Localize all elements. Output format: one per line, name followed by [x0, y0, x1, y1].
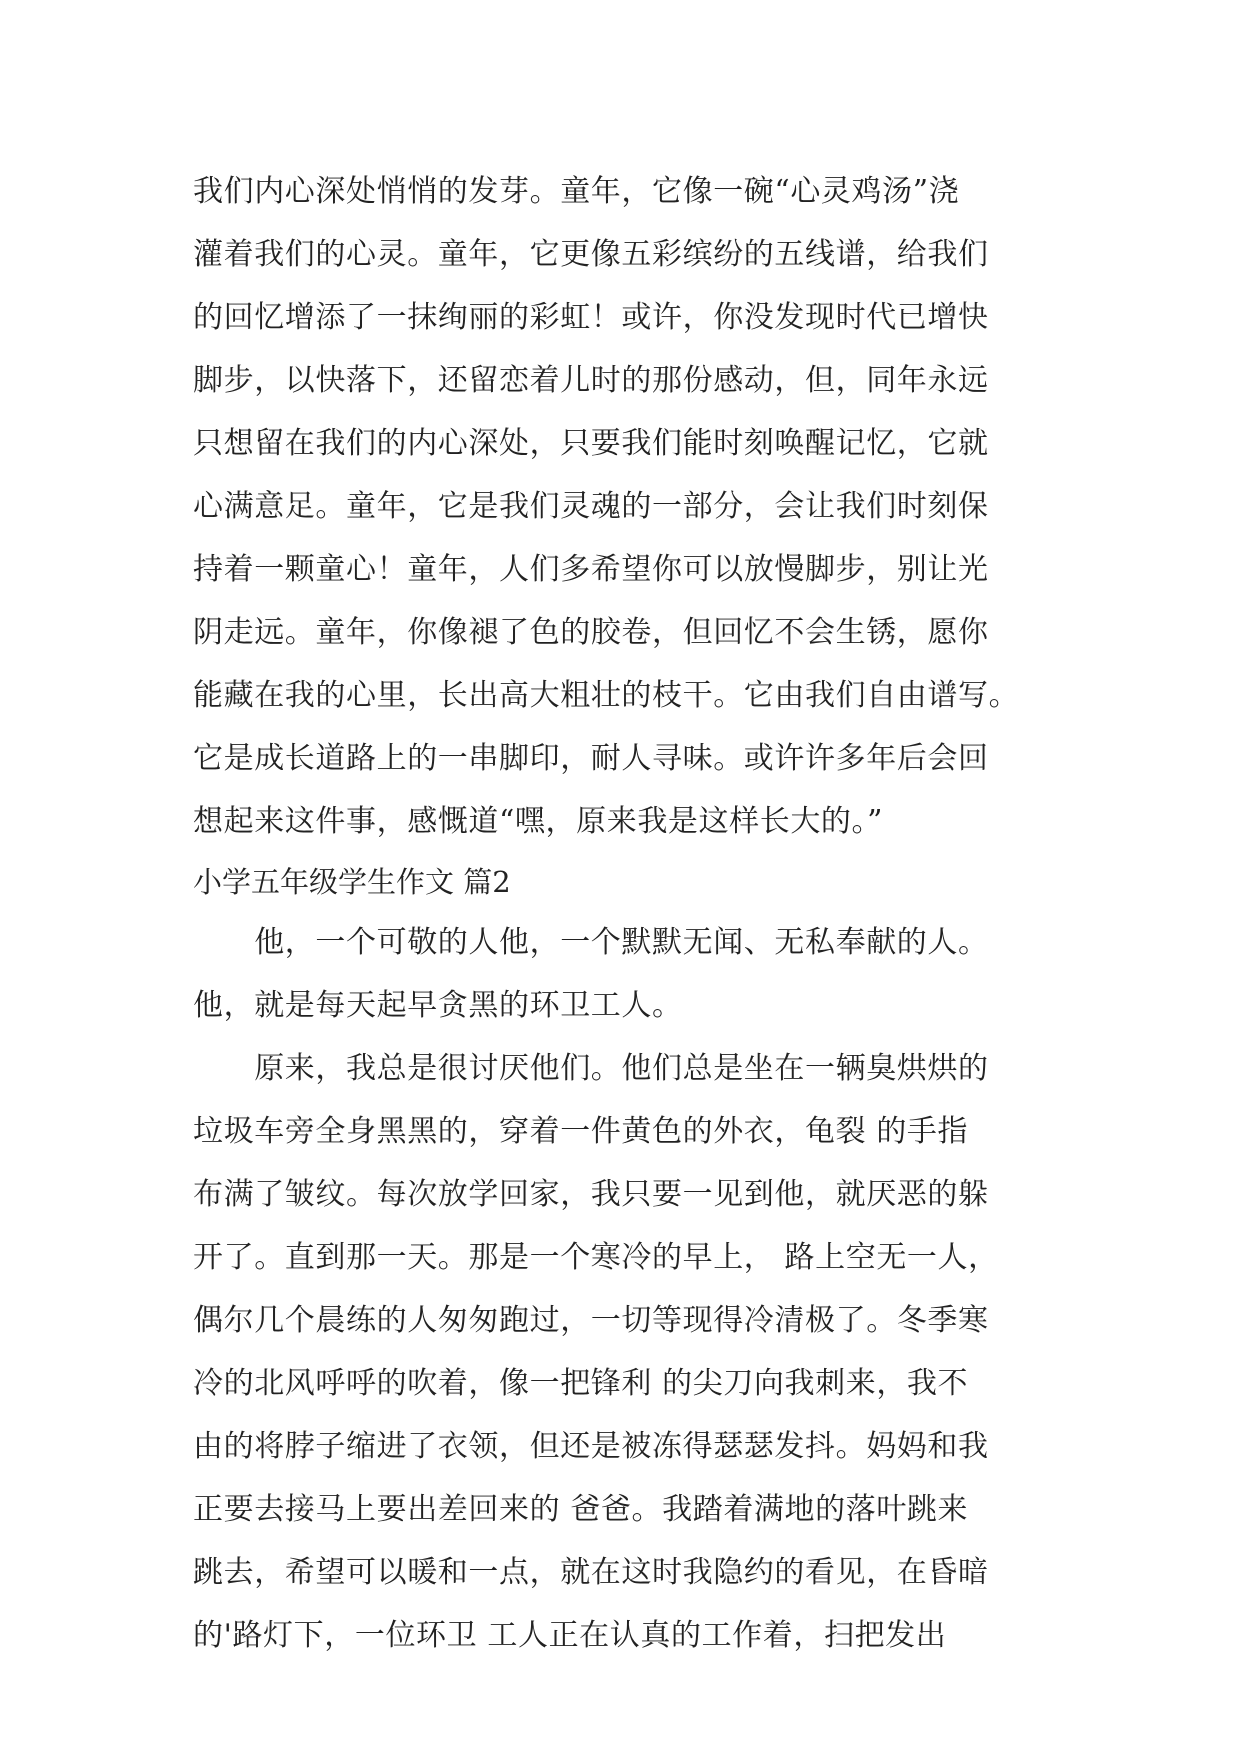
- text-line: 能藏在我的心里，长出高大粗壮的枝干。它由我们自由谱写。: [193, 678, 1020, 713]
- text-line: 心满意足。童年，它是我们灵魂的一部分，会让我们时刻保: [193, 489, 989, 524]
- paragraph-story: [193, 1037, 1073, 1667]
- text-line: 阴走远。童年，你像褪了色的胶卷，但回忆不会生锈，愿你: [193, 615, 989, 650]
- text-line: 偶尔几个晨练的人匆匆跑过，一切等现得冷清极了。冬季寒: [193, 1303, 989, 1338]
- text-line: 他，就是每天起早贪黑的环卫工人。: [193, 988, 683, 1023]
- section-heading: 小学五年级学生作文 篇2: [193, 865, 511, 899]
- text-line: 只想留在我们的内心深处，只要我们能时刻唤醒记忆，它就: [193, 426, 989, 461]
- text-line: 想起来这件事，感慨道“嘿，原来我是这样长大的。”: [193, 804, 884, 839]
- text-line: 开了。直到那一天。那是一个寒冷的早上， 路上空无一人，: [193, 1240, 999, 1275]
- text-line: 垃圾车旁全身黑黑的，穿着一件黄色的外衣，龟裂 的手指: [193, 1114, 969, 1149]
- text-line: 的'路灯下，一位环卫 工人正在认真的工作着，扫把发出: [193, 1618, 947, 1653]
- paragraph-continued: [193, 160, 1073, 853]
- text-line: 布满了皱纹。每次放学回家，我只要一见到他，就厌恶的躲: [193, 1177, 989, 1212]
- text-line: 原来，我总是很讨厌他们。他们总是坐在一辆臭烘烘的: [193, 1051, 989, 1086]
- text-line: 它是成长道路上的一串脚印，耐人寻味。或许许多年后会回: [193, 741, 989, 776]
- text-line: 冷的北风呼呼的吹着，像一把锋利 的尖刀向我刺来，我不: [193, 1366, 969, 1401]
- text-line: 由的将脖子缩进了衣领，但还是被冻得瑟瑟发抖。妈妈和我: [193, 1429, 989, 1464]
- text-line: 跳去，希望可以暖和一点，就在这时我隐约的看见，在昏暗: [193, 1555, 989, 1590]
- paragraph-intro: [193, 911, 1073, 1037]
- text-line: 的回忆增添了一抹绚丽的彩虹！或许，你没发现时代已增快: [193, 300, 989, 335]
- essay-text: [193, 160, 1073, 1667]
- text-line: 灌着我们的心灵。童年，它更像五彩缤纷的五线谱，给我们: [193, 237, 989, 272]
- text-line: 他，一个可敬的人他，一个默默无闻、无私奉献的人。: [193, 925, 989, 960]
- text-line: 正要去接马上要出差回来的 爸爸。我踏着满地的落叶跳来: [193, 1492, 969, 1527]
- text-line: 持着一颗童心！童年，人们多希望你可以放慢脚步，别让光: [193, 552, 989, 587]
- text-line: 我们内心深处悄悄的发芽。童年，它像一碗“心灵鸡汤”浇: [193, 174, 960, 209]
- text-line: 脚步，以快落下，还留恋着儿时的那份感动，但，同年永远: [193, 363, 989, 398]
